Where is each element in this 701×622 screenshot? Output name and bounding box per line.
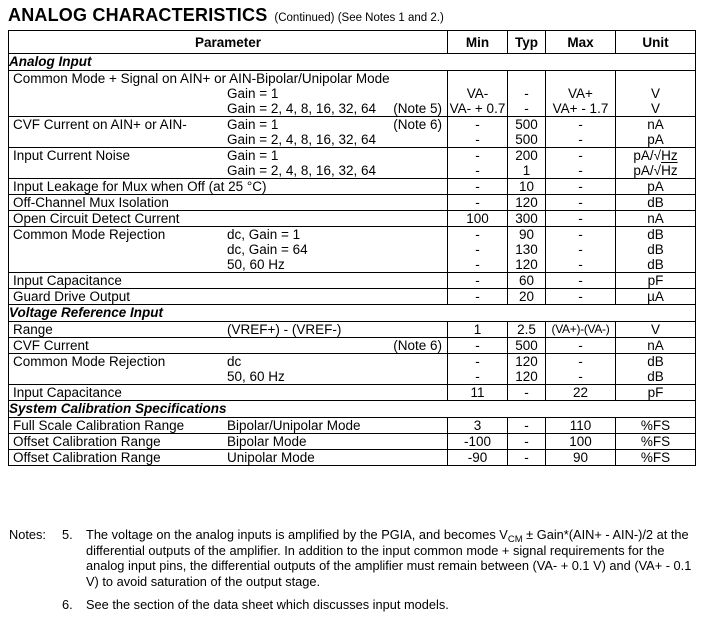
param-cell — [9, 179, 448, 195]
param-cell — [9, 71, 448, 117]
param-cell — [9, 322, 448, 338]
min-value: 11 — [470, 385, 485, 400]
param-line — [9, 101, 447, 116]
note-text — [86, 597, 698, 613]
param-condition: Bipolar Mode — [227, 434, 307, 449]
max-value: - — [578, 148, 583, 163]
typ-cell — [508, 450, 546, 466]
unit-cell — [616, 338, 696, 354]
unit-value — [616, 71, 695, 86]
min-value — [448, 71, 507, 86]
typ-value: 120 — [515, 369, 538, 384]
min-cell — [448, 211, 508, 227]
param-line — [9, 354, 447, 369]
param-name: Off-Channel Mux Isolation — [13, 195, 169, 210]
typ-cell — [508, 195, 546, 211]
param-line — [9, 369, 447, 384]
section-label: System Calibration Specifications — [9, 401, 696, 418]
max-value: - — [578, 273, 583, 288]
param-name: CVF Current on AIN+ or AIN- — [13, 117, 187, 132]
max-value: - — [578, 227, 583, 242]
note-text — [86, 527, 698, 589]
max-value: - — [578, 163, 583, 178]
max-value: (VA+)-(VA-) — [551, 322, 610, 336]
spec-row — [9, 418, 696, 434]
param-line — [9, 117, 447, 132]
unit-prefix: pA/√ — [633, 163, 662, 178]
unit-prefix: pA/√ — [633, 148, 662, 163]
min-value: - — [475, 148, 480, 163]
typ-value: 500 — [515, 132, 538, 147]
min-cell — [448, 322, 508, 338]
max-value: - — [578, 179, 583, 194]
param-condition: 50, 60 Hz — [227, 369, 285, 384]
param-name: Range — [13, 322, 53, 337]
min-value: - — [475, 273, 480, 288]
max-value: VA+ - 1.7 — [552, 101, 609, 116]
param-line — [9, 163, 447, 178]
max-cell — [546, 148, 616, 179]
typ-cell — [508, 354, 546, 385]
max-value: - — [578, 369, 583, 384]
param-name: Full Scale Calibration Range — [13, 418, 185, 433]
typ-value: 120 — [515, 257, 538, 272]
param-name: Input Current Noise — [13, 148, 131, 163]
spec-row — [9, 195, 696, 211]
param-condition: Bipolar/Unipolar Mode — [227, 418, 361, 433]
typ-value: - — [524, 450, 529, 465]
param-line — [9, 450, 447, 465]
spec-row — [9, 450, 696, 466]
max-cell — [546, 385, 616, 401]
sqrt-overline-text: Hz — [661, 148, 678, 163]
column-header-min: Min — [448, 31, 508, 54]
param-condition: Gain = 2, 4, 8, 16, 32, 64 — [227, 163, 376, 178]
sqrt-overline-text: Hz — [661, 163, 678, 178]
param-name: Offset Calibration Range — [13, 434, 161, 449]
param-name: Input Capacitance — [13, 273, 122, 288]
param-condition: Gain = 2, 4, 8, 16, 32, 64 — [227, 132, 376, 147]
param-name: Open Circuit Detect Current — [13, 211, 180, 226]
min-cell — [448, 289, 508, 305]
note-subscript: CM — [507, 534, 523, 545]
section-label: Analog Input — [9, 54, 696, 71]
min-value: - — [475, 195, 480, 210]
spec-row — [9, 117, 696, 148]
param-cell — [9, 434, 448, 450]
max-cell — [546, 117, 616, 148]
param-condition: Gain = 1 — [227, 117, 279, 132]
param-condition: (VREF+) - (VREF-) — [227, 322, 342, 337]
max-value: - — [578, 132, 583, 147]
unit-value: %FS — [640, 418, 671, 433]
unit-cell — [616, 418, 696, 434]
max-value: - — [578, 289, 583, 304]
unit-value: nA — [647, 117, 664, 132]
spec-row — [9, 338, 696, 354]
page-title-suffix: (Continued) (See Notes 1 and 2.) — [274, 12, 444, 24]
typ-value: 60 — [518, 273, 535, 288]
typ-value: 1 — [522, 163, 531, 178]
typ-value: 500 — [515, 338, 538, 353]
param-note: (Note 5) — [393, 101, 442, 116]
min-value: - — [475, 117, 480, 132]
min-cell — [448, 354, 508, 385]
typ-cell — [508, 385, 546, 401]
unit-value: pF — [647, 273, 664, 288]
param-cell — [9, 450, 448, 466]
note-number: 6. — [62, 597, 73, 613]
max-cell — [546, 418, 616, 434]
typ-cell — [508, 227, 546, 273]
max-cell — [546, 450, 616, 466]
param-line — [9, 195, 447, 210]
param-line — [9, 338, 447, 353]
column-header-max: Max — [546, 31, 616, 54]
unit-cell — [616, 434, 696, 450]
param-line — [9, 385, 447, 400]
unit-value: dB — [647, 242, 664, 257]
param-line — [9, 289, 447, 304]
typ-value: - — [524, 434, 529, 449]
max-cell — [546, 338, 616, 354]
spec-row — [9, 289, 696, 305]
max-cell — [546, 179, 616, 195]
unit-value: dB — [647, 227, 664, 242]
param-condition: dc, Gain = 1 — [227, 227, 301, 242]
typ-cell — [508, 322, 546, 338]
param-line — [9, 71, 447, 86]
min-value: - — [475, 132, 480, 147]
param-cell — [9, 211, 448, 227]
min-value: 1 — [473, 322, 482, 337]
min-value: 3 — [473, 418, 482, 433]
param-cell — [9, 385, 448, 401]
param-line — [9, 322, 447, 337]
spec-row — [9, 322, 696, 338]
header-row — [9, 31, 696, 54]
max-cell — [546, 211, 616, 227]
unit-cell — [616, 211, 696, 227]
param-condition: Gain = 1 — [227, 86, 279, 101]
unit-value: dB — [647, 369, 664, 384]
param-name: Common Mode + Signal on AIN+ or AIN-Bipolar/Unipolar Mode — [13, 71, 390, 86]
param-name: CVF Current — [13, 338, 89, 353]
max-value: VA+ — [568, 86, 593, 101]
typ-cell — [508, 434, 546, 450]
max-value: - — [578, 117, 583, 132]
max-value: 22 — [572, 385, 589, 400]
param-name: Guard Drive Output — [13, 289, 131, 304]
typ-value: - — [524, 385, 529, 400]
max-cell — [546, 354, 616, 385]
column-header-unit: Unit — [616, 31, 696, 54]
typ-cell — [508, 338, 546, 354]
min-value: VA- — [466, 86, 489, 101]
min-cell — [448, 338, 508, 354]
param-name: Common Mode Rejection — [13, 227, 166, 242]
typ-value: - — [524, 101, 529, 116]
section-label: Voltage Reference Input — [9, 305, 696, 322]
max-cell — [546, 434, 616, 450]
min-value: - — [475, 179, 480, 194]
section-row — [9, 305, 696, 322]
max-cell — [546, 289, 616, 305]
spec-row — [9, 71, 696, 117]
typ-value: 120 — [515, 354, 538, 369]
max-value: - — [578, 257, 583, 272]
unit-cell — [616, 289, 696, 305]
typ-cell — [508, 71, 546, 117]
note-number: 5. — [62, 527, 73, 542]
notes-list — [62, 527, 698, 613]
min-value: - — [475, 227, 480, 242]
min-value: - — [475, 257, 480, 272]
column-header-typ: Typ — [508, 31, 546, 54]
max-cell — [546, 227, 616, 273]
section-row — [9, 54, 696, 71]
unit-value: dB — [647, 195, 664, 210]
spec-row — [9, 179, 696, 195]
param-cell — [9, 354, 448, 385]
typ-cell — [508, 273, 546, 289]
min-cell — [448, 227, 508, 273]
min-value: - — [475, 242, 480, 257]
typ-value: 500 — [515, 117, 538, 132]
param-cell — [9, 227, 448, 273]
min-cell — [448, 434, 508, 450]
spec-row — [9, 354, 696, 385]
unit-cell — [616, 117, 696, 148]
min-value: - — [475, 163, 480, 178]
param-condition: Gain = 2, 4, 8, 16, 32, 64 — [227, 101, 376, 116]
min-value: -90 — [467, 450, 488, 465]
page-title: ANALOG CHARACTERISTICS — [8, 5, 268, 25]
param-line — [9, 179, 447, 194]
page-header — [8, 5, 444, 26]
param-line — [9, 148, 447, 163]
param-cell — [9, 195, 448, 211]
typ-cell — [508, 148, 546, 179]
unit-value: V — [650, 101, 660, 116]
min-cell — [448, 179, 508, 195]
unit-cell — [616, 354, 696, 385]
unit-value: V — [650, 86, 660, 101]
typ-value: 2.5 — [517, 322, 536, 337]
min-value: - — [475, 338, 480, 353]
typ-value: 10 — [518, 179, 535, 194]
param-line — [9, 242, 447, 257]
unit-value: µA — [647, 289, 664, 304]
max-cell — [546, 322, 616, 338]
column-header-parameter: Parameter — [9, 31, 448, 54]
unit-value: nA — [647, 211, 664, 226]
max-value: 110 — [569, 418, 592, 433]
spec-row — [9, 211, 696, 227]
note-item — [62, 597, 698, 613]
param-cell — [9, 148, 448, 179]
spec-row — [9, 385, 696, 401]
typ-value: 130 — [515, 242, 538, 257]
typ-cell — [508, 289, 546, 305]
max-value: - — [578, 242, 583, 257]
unit-value — [616, 148, 695, 163]
unit-value: dB — [647, 354, 664, 369]
spec-row — [9, 434, 696, 450]
param-condition: dc, Gain = 64 — [227, 242, 308, 257]
param-cell — [9, 338, 448, 354]
unit-cell — [616, 71, 696, 117]
max-value: - — [578, 195, 583, 210]
min-cell — [448, 195, 508, 211]
min-value: VA- + 0.7 — [449, 101, 506, 116]
param-line — [9, 132, 447, 147]
typ-value: 300 — [515, 211, 538, 226]
max-value — [546, 71, 615, 86]
min-cell — [448, 117, 508, 148]
note-text-pre: The voltage on the analog inputs is amplified by the PGIA, and becomes V — [86, 527, 508, 542]
unit-value: nA — [647, 338, 664, 353]
param-name: Offset Calibration Range — [13, 450, 161, 465]
min-cell — [448, 273, 508, 289]
param-line — [9, 257, 447, 272]
unit-cell — [616, 148, 696, 179]
param-line — [9, 273, 447, 288]
max-value: - — [578, 354, 583, 369]
max-cell — [546, 273, 616, 289]
spec-row — [9, 148, 696, 179]
typ-value: 90 — [518, 227, 535, 242]
param-name: Input Capacitance — [13, 385, 122, 400]
unit-cell — [616, 195, 696, 211]
typ-value: 120 — [515, 195, 538, 210]
param-condition: dc — [227, 354, 242, 369]
min-value: - — [475, 289, 480, 304]
param-cell — [9, 289, 448, 305]
unit-cell — [616, 322, 696, 338]
min-value: - — [475, 369, 480, 384]
param-line — [9, 418, 447, 433]
typ-value: - — [524, 418, 529, 433]
max-cell — [546, 71, 616, 117]
unit-value: dB — [647, 257, 664, 272]
param-cell — [9, 418, 448, 434]
unit-cell — [616, 273, 696, 289]
param-note: (Note 6) — [393, 338, 442, 353]
min-cell — [448, 418, 508, 434]
unit-value: %FS — [640, 434, 671, 449]
param-condition: Gain = 1 — [227, 148, 279, 163]
param-cell — [9, 273, 448, 289]
spec-row — [9, 227, 696, 273]
max-cell — [546, 195, 616, 211]
typ-value — [508, 71, 545, 86]
unit-value: %FS — [640, 450, 671, 465]
param-condition: Unipolar Mode — [227, 450, 315, 465]
min-value: -100 — [463, 434, 492, 449]
unit-cell — [616, 227, 696, 273]
min-value: 100 — [466, 211, 489, 226]
typ-value: 20 — [518, 289, 535, 304]
param-line — [9, 227, 447, 242]
param-name: Common Mode Rejection — [13, 354, 166, 369]
max-value: 100 — [569, 434, 592, 449]
typ-value: 200 — [515, 148, 538, 163]
param-line — [9, 86, 447, 101]
param-cell — [9, 117, 448, 148]
unit-value — [616, 163, 695, 178]
notes-section — [9, 527, 698, 613]
unit-value: pF — [647, 385, 664, 400]
unit-value: pA — [647, 179, 664, 194]
unit-value: pA — [647, 132, 664, 147]
note-text-pre: See the section of the data sheet which discusses input models. — [86, 597, 449, 613]
typ-cell — [508, 117, 546, 148]
spec-row — [9, 273, 696, 289]
max-value: - — [578, 338, 583, 353]
note-item — [62, 527, 698, 589]
min-cell — [448, 71, 508, 117]
section-row — [9, 401, 696, 418]
unit-cell — [616, 450, 696, 466]
characteristics-table — [8, 30, 696, 466]
min-cell — [448, 450, 508, 466]
note-text-post: ± Gain*(AIN+ - AIN-)/2 at the differential outputs of the amplifier. In addition to the input common mode + signal requirements for the analog input pins, the differential outputs of the amplifier must remain between (VA- + 0.1 V) and (VA+ - 0.1 V) to avoid saturation of the output stage. — [86, 527, 692, 589]
min-cell — [448, 148, 508, 179]
param-note: (Note 6) — [393, 117, 442, 132]
param-line — [9, 434, 447, 449]
notes-label: Notes: — [9, 527, 46, 542]
min-value: - — [475, 354, 480, 369]
max-value: 90 — [572, 450, 589, 465]
unit-cell — [616, 385, 696, 401]
typ-cell — [508, 179, 546, 195]
typ-value: - — [524, 86, 529, 101]
max-value: - — [578, 211, 583, 226]
typ-cell — [508, 211, 546, 227]
param-condition: 50, 60 Hz — [227, 257, 285, 272]
param-line — [9, 211, 447, 226]
param-name: Input Leakage for Mux when Off (at 25 °C) — [13, 179, 267, 194]
typ-cell — [508, 418, 546, 434]
min-cell — [448, 385, 508, 401]
unit-cell — [616, 179, 696, 195]
unit-value: V — [650, 322, 660, 337]
